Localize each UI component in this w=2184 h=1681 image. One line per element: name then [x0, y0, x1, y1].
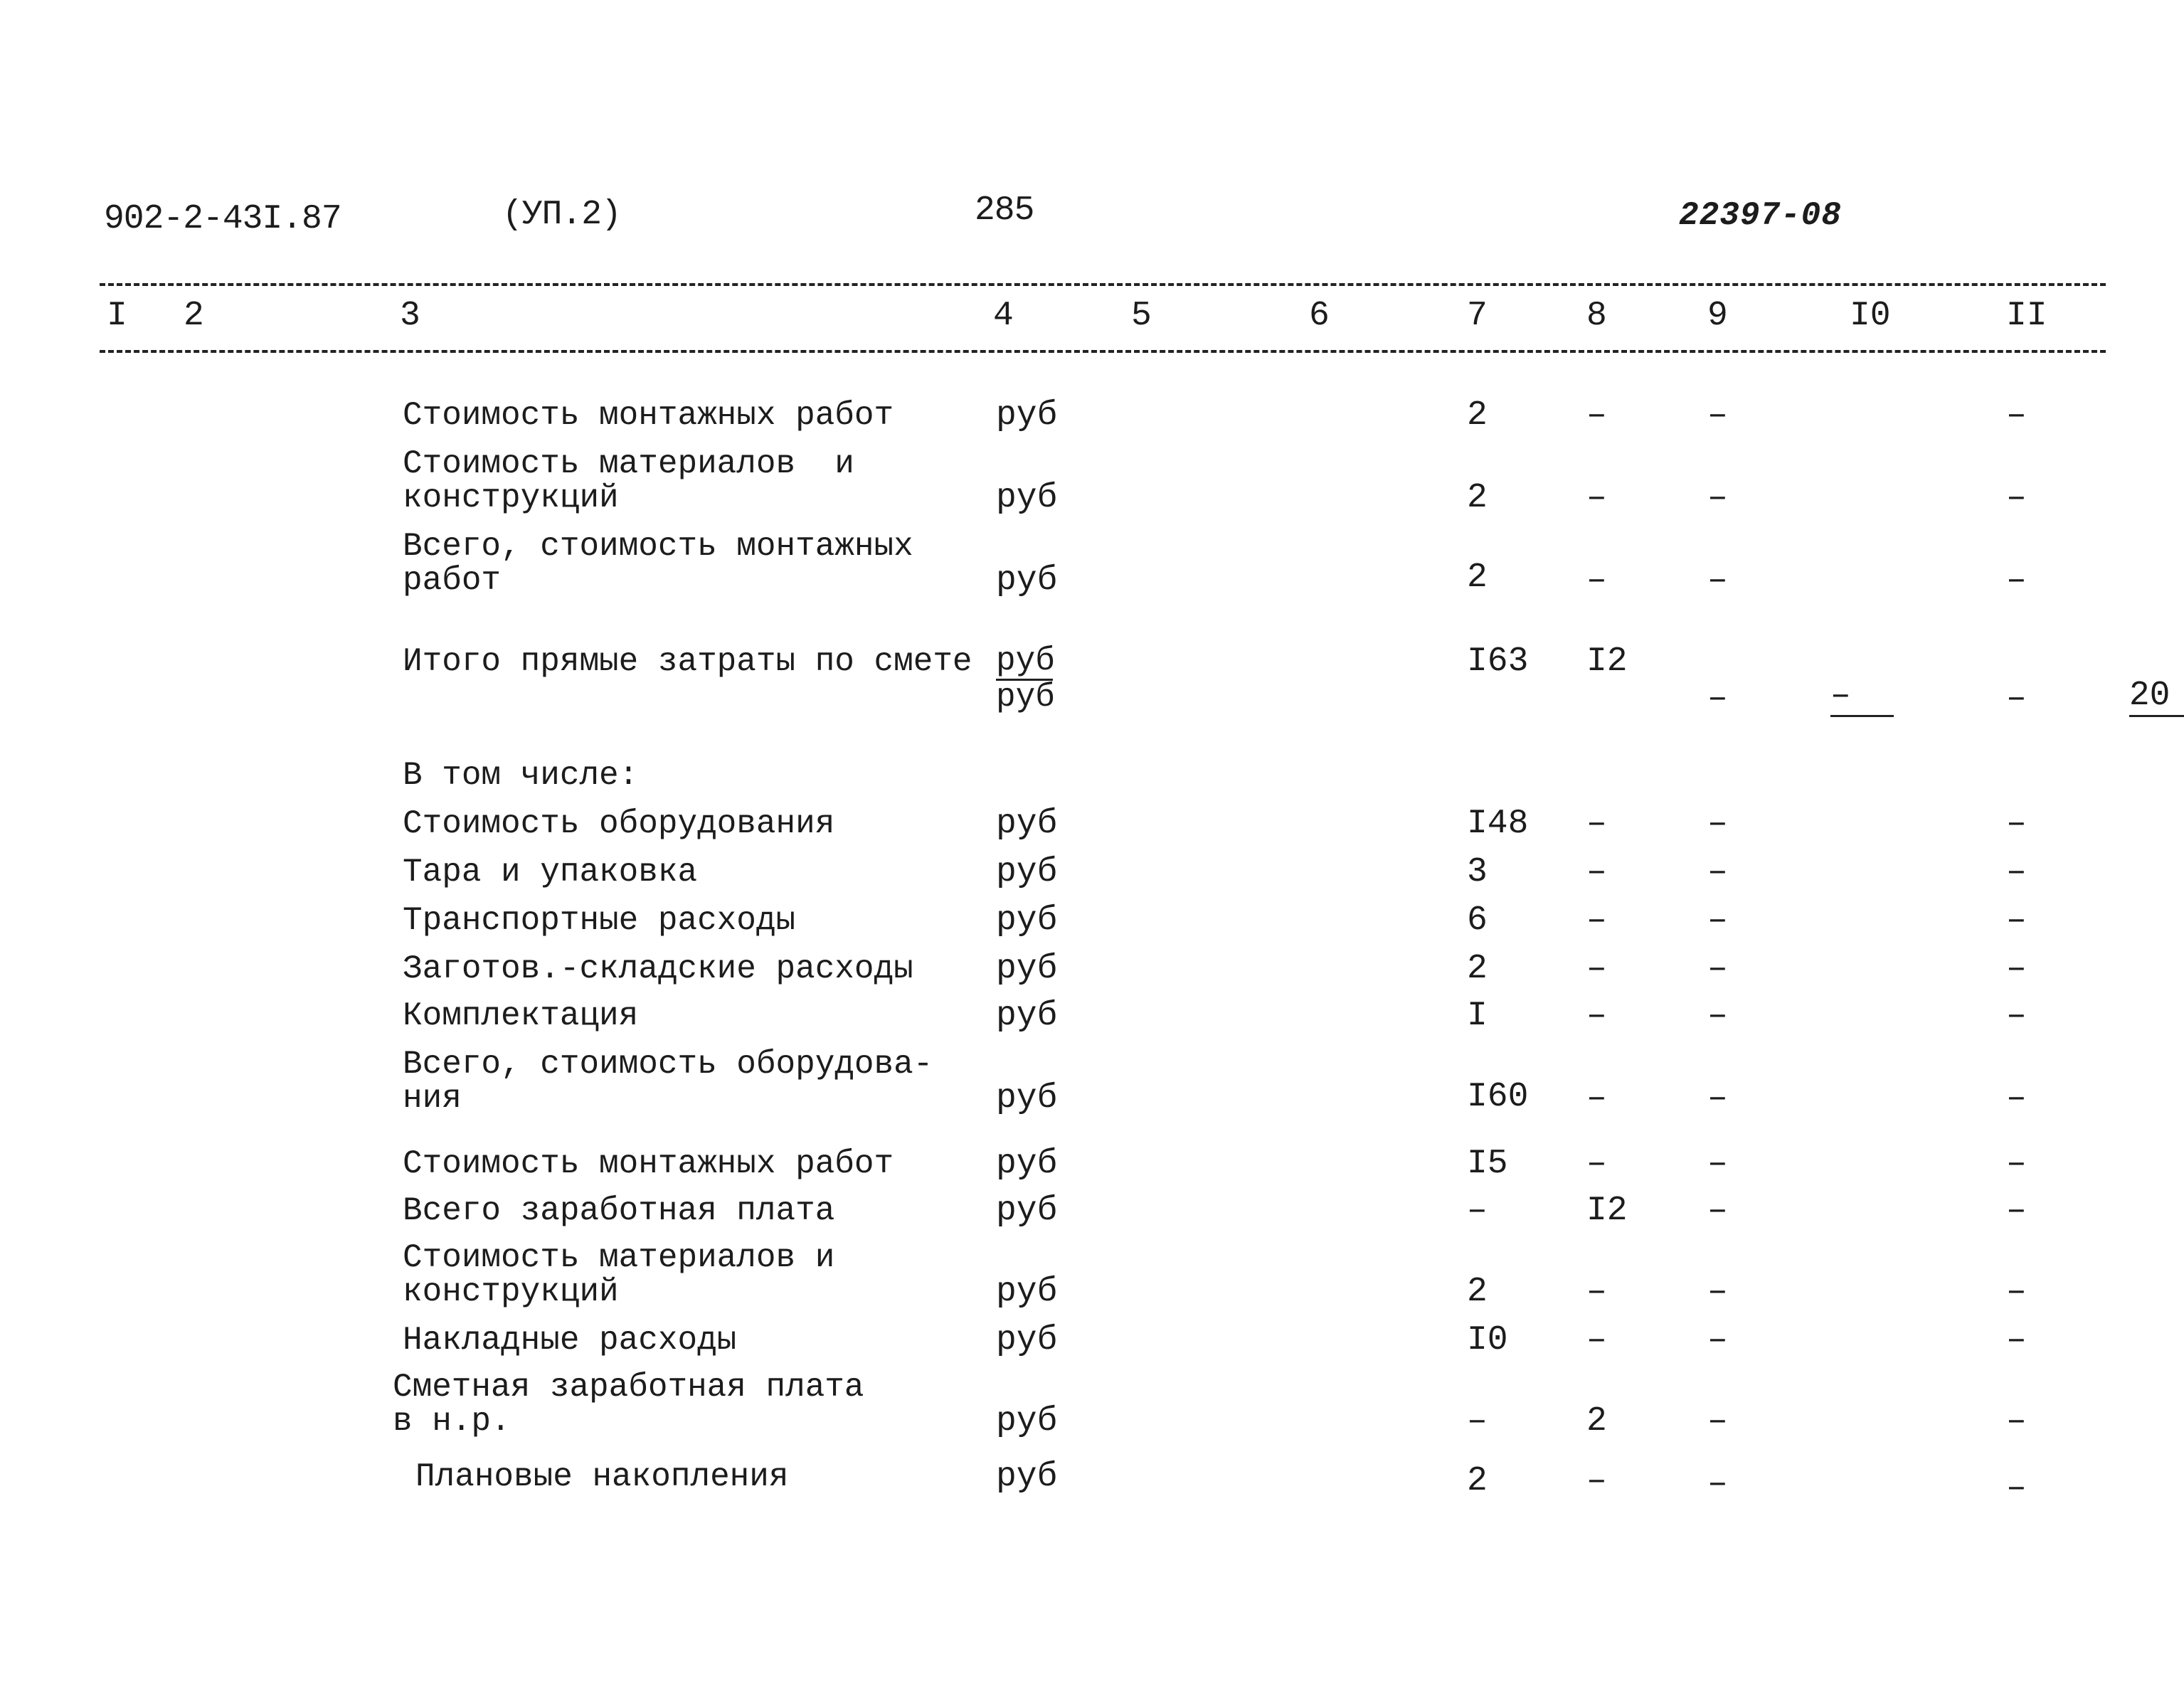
row-col7: 2: [1467, 396, 1488, 435]
row-col7: I60: [1467, 1078, 1529, 1116]
row-unit: руб: [996, 1321, 1058, 1359]
row-col11: –: [2006, 997, 2027, 1035]
row-unit: руб: [996, 1402, 1058, 1441]
row-col9: –: [1707, 1273, 1728, 1311]
row-col9: –: [1707, 901, 1728, 940]
inventory-stamp: 22397-08: [1679, 197, 1842, 234]
album-code: (УП.2): [502, 196, 621, 234]
row-description: Всего заработная плата: [403, 1192, 835, 1229]
header-top-rule: [100, 283, 2106, 286]
row-unit: руб: [996, 901, 1058, 940]
col9-top-value: –: [1830, 677, 1894, 717]
row-description: Комплектация: [403, 997, 639, 1034]
row-description: Тара и упаковка: [403, 854, 698, 891]
row-col7: I5: [1467, 1145, 1508, 1183]
row-col11: –: [2006, 396, 2027, 435]
row-col7: –: [1467, 1402, 1488, 1441]
row-unit: руб: [996, 1273, 1058, 1311]
row-col9: –: [1707, 805, 1728, 843]
row-description: Стоимость монтажных работ: [403, 1145, 894, 1182]
column-header-1: I: [107, 297, 127, 335]
row-col9: –: [1707, 997, 1728, 1035]
row-col11: –: [2006, 805, 2027, 843]
column-header-10: I0: [1850, 297, 1891, 335]
row-col9: [1707, 645, 1894, 747]
row-col8: I2: [1586, 642, 1628, 681]
row-unit: руб: [996, 1145, 1058, 1183]
column-header-4: 4: [993, 297, 1014, 335]
row-col11: –: [2006, 479, 2027, 517]
page-number: 285: [975, 191, 1034, 230]
unit-fraction-top: руб: [996, 642, 1055, 679]
row-col7: I0: [1467, 1321, 1508, 1359]
row-unit: руб: [996, 950, 1058, 988]
row-description: Плановые накопления: [415, 1458, 789, 1495]
row-col11: –: [2006, 950, 2027, 988]
column-header-5: 5: [1131, 297, 1152, 335]
row-col7: 2: [1467, 1273, 1488, 1311]
row-description: Транспортные расходы: [403, 902, 796, 939]
row-description: В том числе:: [403, 757, 639, 794]
row-col11: [2006, 645, 2184, 747]
row-description: Стоимость материалов и конструкций: [403, 445, 854, 516]
row-col9-bottom: –: [1707, 679, 1728, 718]
row-col8: –: [1586, 997, 1607, 1035]
column-header-3: 3: [400, 297, 420, 335]
row-description: Заготов.-складские расходы: [403, 950, 913, 987]
row-col11-bottom: –: [2006, 679, 2027, 718]
row-unit: руб: [996, 479, 1058, 517]
row-col8: –: [1586, 805, 1607, 843]
row-col11: –: [2006, 1321, 2027, 1359]
row-col7: 2: [1467, 479, 1488, 517]
row-col8: –: [1586, 561, 1607, 600]
row-col9: –: [1707, 950, 1728, 988]
row-col7: 3: [1467, 853, 1488, 891]
row-col9: –: [1707, 853, 1728, 891]
row-col8: –: [1586, 1145, 1607, 1183]
column-header-7: 7: [1467, 297, 1488, 335]
row-col11: –: [2006, 1192, 2027, 1230]
row-unit: руб: [996, 561, 1058, 600]
row-col11: –: [2006, 1402, 2027, 1441]
row-col9: –: [1707, 396, 1728, 435]
row-description: Итого прямые затраты по смете: [403, 643, 972, 680]
row-col7: I63: [1467, 642, 1529, 681]
row-col8: 2: [1586, 1402, 1607, 1441]
col11-top-value: 20: [2129, 677, 2184, 717]
row-col9: –: [1707, 1145, 1728, 1183]
column-header-6: 6: [1309, 297, 1330, 335]
row-col8: –: [1586, 1321, 1607, 1359]
row-col11: –: [2006, 561, 2027, 600]
row-unit: руб: [996, 1079, 1058, 1118]
unit-fraction-bottom: руб: [996, 679, 1055, 716]
row-col9: –: [1707, 1402, 1728, 1441]
row-col7: 6: [1467, 901, 1488, 940]
row-description: Сметная заработная плата в н.р.: [393, 1369, 864, 1440]
row-col8: –: [1586, 396, 1607, 435]
row-col7: I: [1467, 997, 1488, 1035]
row-col7: 2: [1467, 558, 1488, 597]
row-col7: 2: [1467, 950, 1488, 988]
row-unit: руб: [996, 1192, 1058, 1230]
row-col9: –: [1707, 479, 1728, 517]
row-unit: руб: [996, 853, 1058, 891]
row-description: Накладные расходы: [403, 1322, 737, 1359]
row-col8: –: [1586, 1079, 1607, 1118]
column-header-9: 9: [1707, 297, 1728, 335]
column-header-8: 8: [1586, 297, 1607, 335]
row-col8: –: [1586, 950, 1607, 988]
row-unit: руб: [996, 1458, 1058, 1496]
column-header-11: II: [2006, 297, 2047, 335]
row-unit: руб: [996, 805, 1058, 843]
row-col8: –: [1586, 901, 1607, 940]
row-col9: –: [1707, 1192, 1728, 1230]
column-header-2: 2: [184, 297, 204, 335]
row-col11: –: [2006, 853, 2027, 891]
row-col8: –: [1586, 479, 1607, 517]
header-bottom-rule: [100, 350, 2106, 353]
row-col8: –: [1586, 853, 1607, 891]
unit-fraction: [996, 642, 1055, 716]
row-unit: руб: [996, 997, 1058, 1035]
row-col11: –: [2006, 1273, 2027, 1311]
row-col9: –: [1707, 1079, 1728, 1118]
row-description: Стоимость монтажных работ: [403, 397, 894, 434]
row-col9: –: [1707, 1465, 1728, 1503]
row-col7: I48: [1467, 805, 1529, 843]
row-col8: –: [1586, 1273, 1607, 1311]
row-description: Стоимость оборудования: [403, 805, 835, 842]
row-col8: I2: [1586, 1192, 1628, 1230]
row-description: Всего, стоимость монтажных работ: [403, 528, 913, 599]
row-unit: руб: [996, 396, 1058, 435]
row-col11: –: [2006, 1469, 2027, 1507]
row-col9: –: [1707, 1321, 1728, 1359]
row-col8: –: [1586, 1462, 1607, 1500]
row-col7: 2: [1467, 1462, 1488, 1500]
row-description: Всего, стоимость оборудова- ния: [403, 1046, 933, 1117]
row-col11: –: [2006, 1145, 2027, 1183]
row-col11: –: [2006, 901, 2027, 940]
row-col11: –: [2006, 1079, 2027, 1118]
row-description: Стоимость материалов и конструкций: [403, 1239, 835, 1310]
doc-code: 902-2-43I.87: [104, 200, 341, 238]
row-col9: –: [1707, 561, 1728, 600]
row-col7: –: [1467, 1192, 1488, 1230]
